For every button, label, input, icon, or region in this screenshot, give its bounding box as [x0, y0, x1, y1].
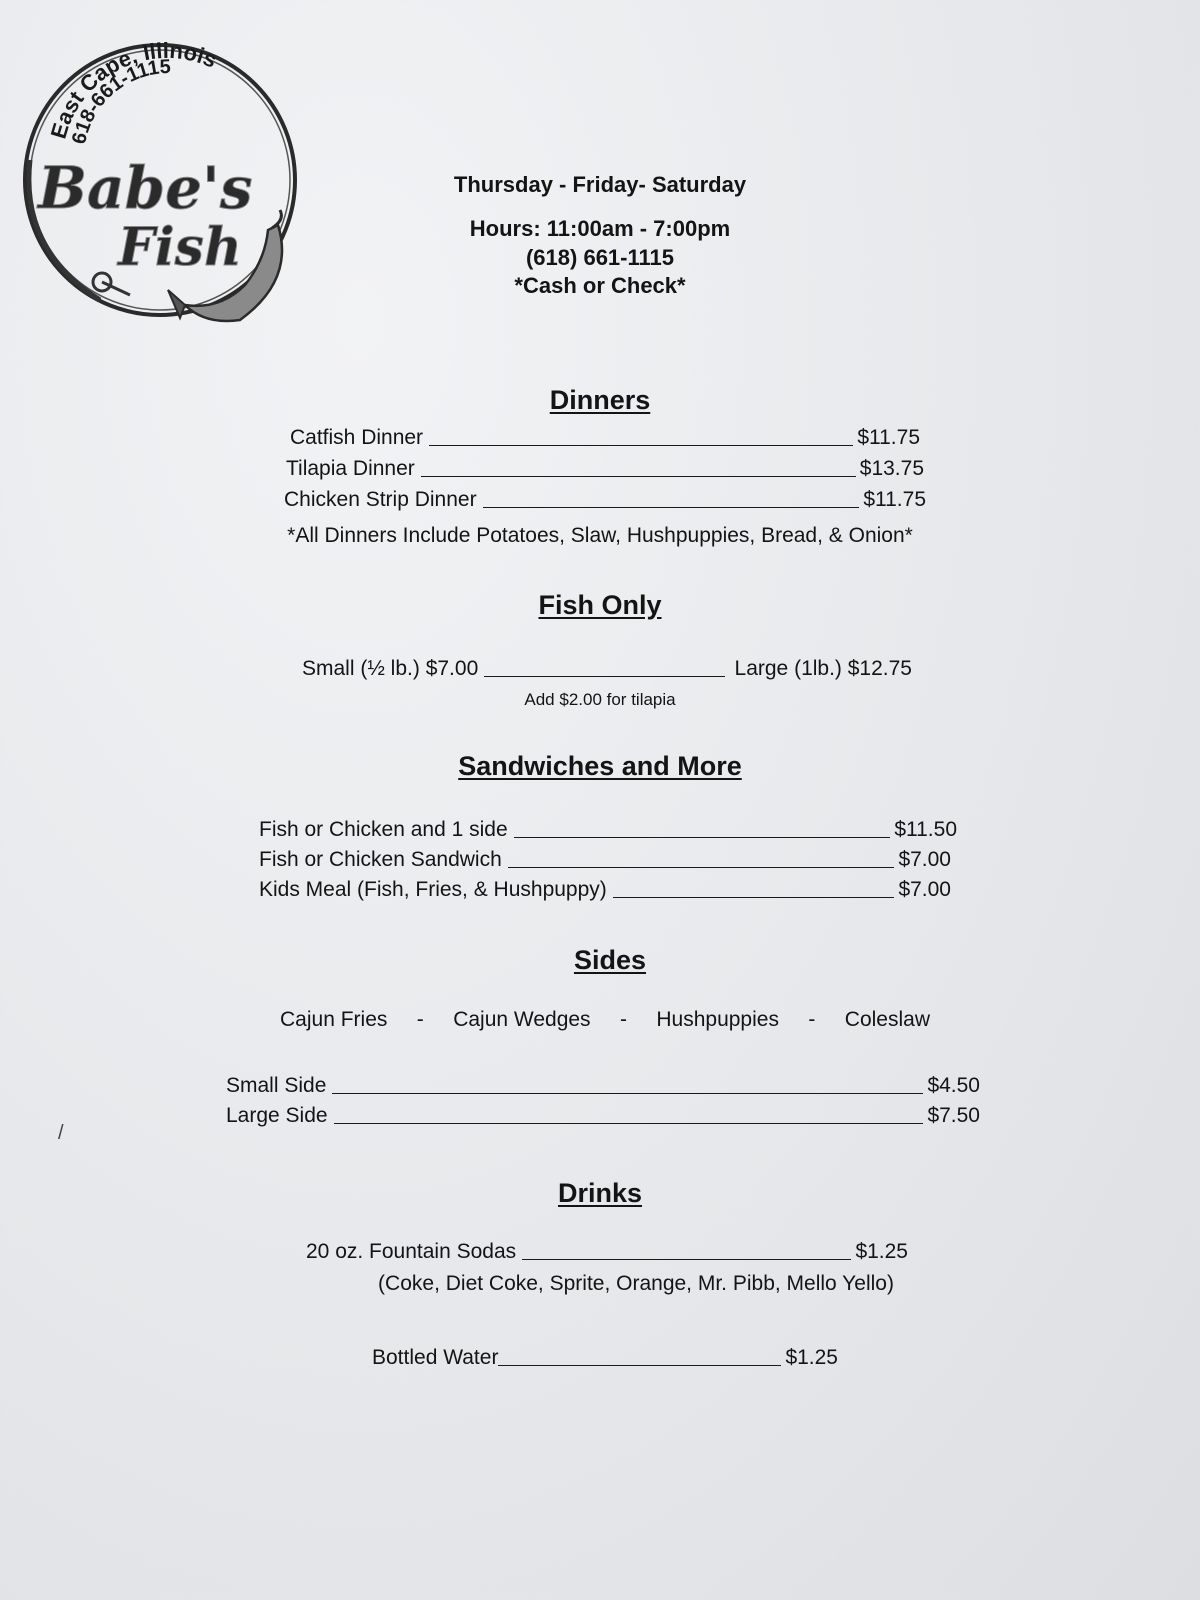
leader-line	[498, 1364, 781, 1366]
menu-item-label: Large Side	[226, 1104, 328, 1127]
sandwiches-title: Sandwiches and More	[458, 751, 742, 781]
menu-item-label: Fish or Chicken and 1 side	[259, 818, 508, 841]
leader-line	[421, 475, 856, 477]
menu-item-label: Tilapia Dinner	[286, 457, 415, 480]
fish-only-large: Large (1lb.) $12.75	[734, 657, 912, 680]
side-option: Hushpuppies	[656, 1008, 779, 1031]
leader-line	[483, 506, 860, 508]
leader-line	[484, 675, 724, 677]
fish-only-row	[302, 653, 912, 681]
menu-item-label: Chicken Strip Dinner	[284, 488, 477, 511]
sides-options	[280, 1008, 930, 1032]
menu-item-price: $7.50	[927, 1104, 980, 1127]
side-separator: -	[808, 1008, 816, 1031]
menu-row-fish-chicken-side	[259, 814, 957, 842]
logo-name-line1: Babe's	[38, 154, 253, 222]
stray-mark: /	[58, 1122, 64, 1144]
side-option: Cajun Fries	[280, 1008, 388, 1031]
menu-item-price: $13.75	[859, 457, 924, 480]
leader-line	[429, 444, 853, 446]
menu-item-price: $7.00	[898, 848, 951, 871]
fish-only-note: Add $2.00 for tilapia	[524, 690, 676, 709]
menu-item-price: $7.00	[898, 878, 951, 901]
menu-item-label: Catfish Dinner	[290, 426, 424, 449]
menu-item-price: $11.50	[894, 818, 957, 841]
sides-title: Sides	[573, 945, 647, 975]
menu-item-price: $4.50	[927, 1074, 980, 1097]
menu-row-large-side	[226, 1100, 980, 1128]
fish-only-title: Fish Only	[538, 590, 662, 620]
side-separator: -	[416, 1008, 424, 1031]
side-option: Coleslaw	[844, 1008, 930, 1031]
menu-item-price: $11.75	[863, 488, 926, 511]
leader-line	[522, 1258, 851, 1260]
menu-item-price: $11.75	[857, 426, 920, 449]
svg-text:East Cape, Illinois	[46, 38, 221, 142]
menu-item-label: 20 oz. Fountain Sodas	[306, 1240, 517, 1263]
menu-row-chicken-strip-dinner	[284, 484, 926, 512]
menu-item-label: Small Side	[226, 1074, 327, 1097]
header-days: Thursday - Friday- Saturday	[453, 172, 747, 197]
header-payment: *Cash or Check*	[514, 273, 686, 298]
header-phone: (618) 661-1115	[525, 245, 675, 270]
header-hours: Hours: 11:00am - 7:00pm	[469, 216, 731, 241]
logo-phone: 618-661-1115	[68, 55, 172, 147]
menu-row-fish-chicken-sandwich	[259, 844, 951, 872]
side-separator: -	[619, 1008, 627, 1031]
logo-name-line2: Fish	[118, 217, 242, 278]
menu-row-catfish-dinner	[290, 422, 920, 450]
menu-item-label: Kids Meal (Fish, Fries, & Hushpuppy)	[259, 878, 607, 901]
menu-row-bottled-water	[372, 1342, 838, 1370]
leader-line	[613, 896, 895, 898]
soda-flavors: (Coke, Diet Coke, Sprite, Orange, Mr. Pibb, Mello Yello)	[378, 1272, 894, 1295]
leader-line	[334, 1122, 924, 1124]
dinners-note: *All Dinners Include Potatoes, Slaw, Hushpuppies, Bread, & Onion*	[287, 524, 913, 547]
menu-item-price: $1.25	[785, 1346, 838, 1369]
menu-row-tilapia-dinner	[286, 453, 924, 481]
menu-row-fountain-sodas	[306, 1236, 908, 1264]
leader-line	[508, 866, 895, 868]
leader-line	[332, 1092, 923, 1094]
leader-line	[514, 836, 891, 838]
menu-row-kids-meal	[259, 874, 951, 902]
menu-item-label: Bottled Water	[372, 1346, 499, 1369]
menu-item-price: $1.25	[855, 1240, 908, 1263]
drinks-title: Drinks	[557, 1178, 643, 1208]
menu-item-label: Fish or Chicken Sandwich	[259, 848, 502, 871]
fish-only-small: Small (½ lb.) $7.00	[302, 657, 479, 680]
dinners-title: Dinners	[549, 385, 651, 415]
logo-location: East Cape, Illinois	[45, 37, 221, 142]
side-option: Cajun Wedges	[453, 1008, 591, 1031]
menu-row-small-side	[226, 1070, 980, 1098]
